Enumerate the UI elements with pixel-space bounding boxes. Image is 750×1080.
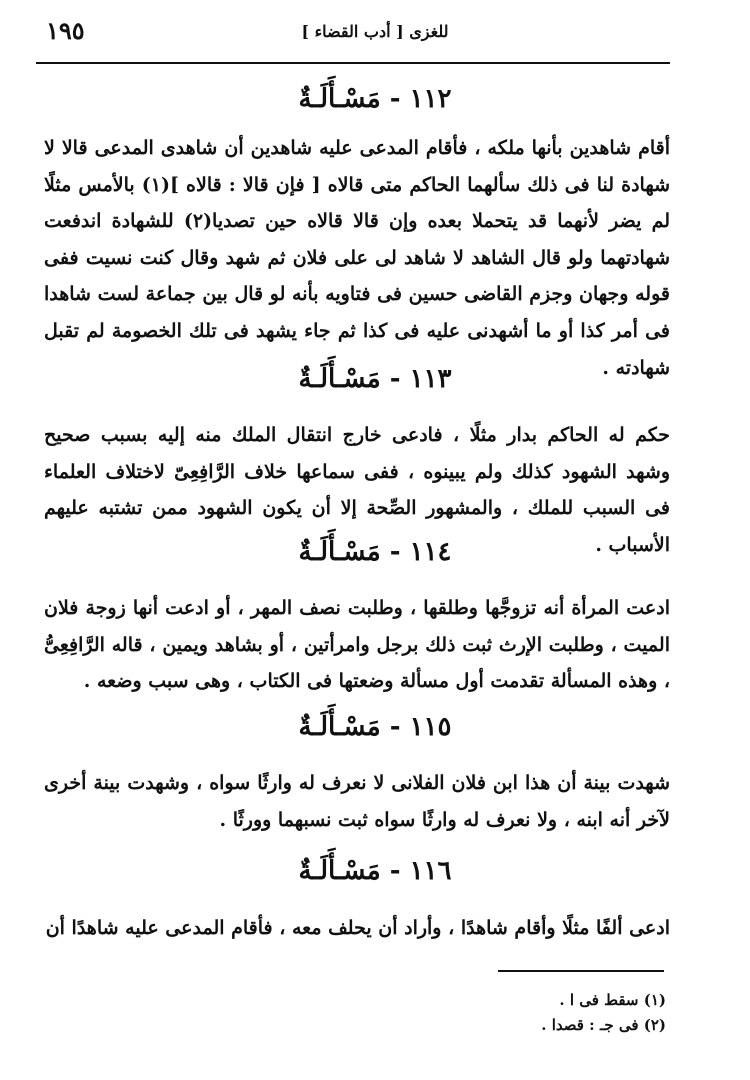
section-heading-114: ١١٤ - مَسْـأَلَـةٌ <box>298 537 452 567</box>
header-rule <box>36 62 670 64</box>
page-header <box>0 0 750 66</box>
section-paragraph-115: شهدت بينة أن هذا ابن فلان الفلانى لا نعرف له وارثًا سواه ، وشهدت بينة أخرى لآخر أنه ابنه ، ولا نعرف له وارثًا سواه ثبت نسبهما وورثًا . <box>44 772 670 831</box>
footnote-2: (٢) فى جـ : قصدا . <box>541 1016 666 1034</box>
section-heading-112: ١١٢ - مَسْـأَلَـةٌ <box>298 84 452 114</box>
footnotes <box>36 988 666 1038</box>
section-paragraph-114: ادعت المرأة أنه تزوجَّها وطلقها ، وطلبت نصف المهر ، أو ادعت أنها زوجة فلان الميت ، وطلبت الإرث ثبت ذلك برجل وامرأتين ، أو بشاهد ويمين ، قاله الرَّافِعِىُّ ، وهذه المسألة تقدمت أول مسألة وضعتها فى الكتاب ، وهى سبب وضعه . <box>44 597 670 693</box>
section-heading-113: ١١٣ - مَسْـأَلَـةٌ <box>298 364 452 394</box>
footnote-1: (١) سقط فى ا . <box>559 991 666 1009</box>
section-heading-116: ١١٦ - مَسْـأَلَـةٌ <box>298 856 452 886</box>
footnote-rule <box>498 970 664 972</box>
section-heading-115: ١١٥ - مَسْـأَلَـةٌ <box>298 712 452 742</box>
page-number: ١٩٥ <box>46 16 85 45</box>
section-paragraph-112: أقام شاهدين بأنها ملكه ، فأقام المدعى عليه شاهدين أن شاهدى المدعى قالا لا شهادة لنا فى ذلك سألهما الحاكم متى قالاه [ فإن قالا : قالاه ](١) بالأمس مثلًا لم يضر لأنهما قد يتحملا بعده وإن قالا قالاه حين تصديا(٢) للشهادة اندفعت شهادتهما ولو قال الشاهد لا شاهد لى على فلان ثم شهد وقال كنت نسيت ففى قوله وجهان وجزم القاضى حسين فى فتاويه بأنه لو قال بين جماعة لست شاهدا فى أمر كذا أو ما أشهدنى عليه فى كذا ثم جاء يشهد فى تلك الخصومة لم تقبل شهادته . <box>44 137 671 379</box>
section-paragraph-116: ادعى ألفًا مثلًا وأقام شاهدًا ، وأراد أن يحلف معه ، فأقام المدعى عليه شاهدًا أن <box>45 917 670 939</box>
section-paragraph-113: حكم له الحاكم بدار مثلًا ، فادعى خارج انتقال الملك منه إليه بسبب صحيح وشهد الشهود كذلك ولم يبينوه ، ففى سماعها خلاف الرَّافِعِىّ لاختلاف العلماء فى السبب للملك ، والمشهور الصِّحة إلا أن يكون الشهود ممن تشتبه عليهم الأسباب . <box>44 424 670 556</box>
running-title: [ أدب القضاء ] للغزى <box>301 22 449 41</box>
